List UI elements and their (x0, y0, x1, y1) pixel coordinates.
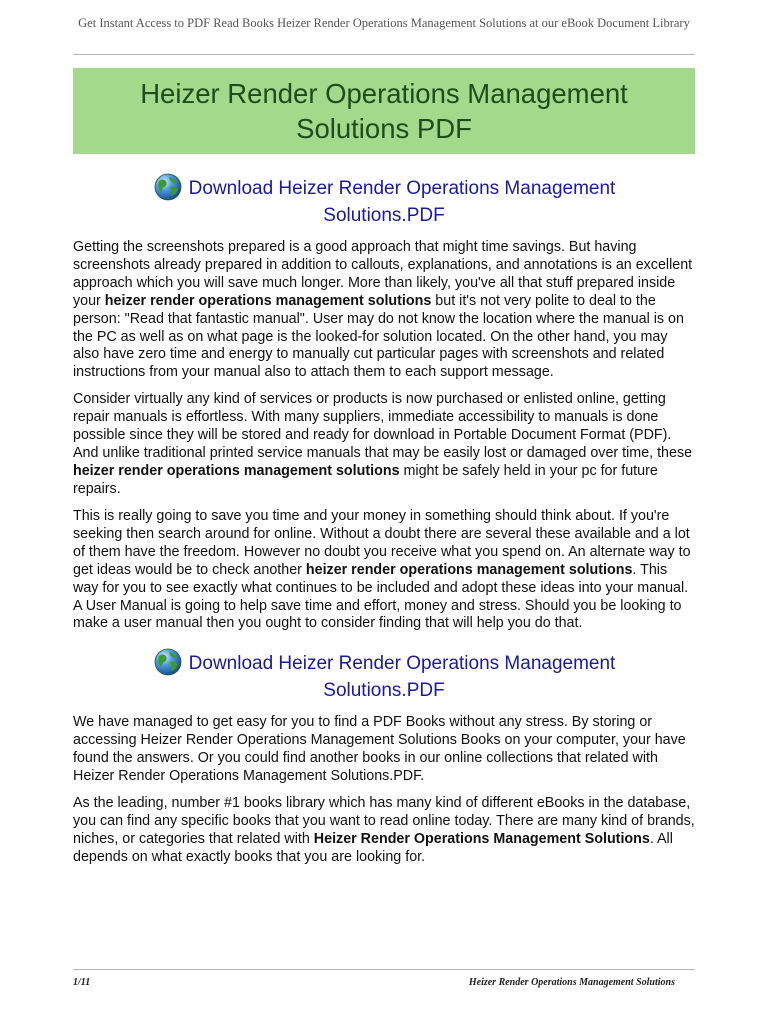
download-link-bottom[interactable] (73, 647, 695, 704)
download-link-label[interactable]: Download Heizer Render Operations Management Solutions.PDF (188, 178, 616, 226)
globe-icon (153, 647, 183, 677)
header-divider (73, 54, 695, 55)
page-title: Heizer Render Operations Management Solutions PDF (140, 78, 628, 144)
paragraph-5: As the leading, number #1 books library which has many kind of different eBooks in the database, you can find any specific books that you want to read online today. There are many kind of brands, niches, or categories that related with Heizer Render Operations Management Solutions. All depends on what exactly books that you are looking for. (73, 795, 695, 865)
page-number: 1/11 (73, 977, 91, 988)
paragraph-2: Consider virtually any kind of services or products is now purchased or enlisted online, getting repair manuals is effortless. With many suppliers, immediate accessibility to manuals is done possible since they will be stored and ready for download in Portable Document Format (PDF). And unlike traditional printed service manuals that may be easily lost or damaged over time, these heizer render operations management solutions might be safely held in your pc for future repairs. (73, 391, 693, 497)
header-note: Get Instant Access to PDF Read Books Heizer Render Operations Management Solutions at our eBook Document Library (78, 16, 690, 30)
paragraph-3: This is really going to save you time and your money in something should think about. If you're seeking then search around for online. Without a doubt there are several these available and a lot of them have the freedom. However no doubt you receive what you spend on. An alternate way to get ideas would be to check another heizer render operations management solutions. This way for you to see exactly what continues to be included and adopt these ideas into your manual. A User Manual is going to help save time and effort, money and stress. Should you be looking to make a user manual then you ought to consider finding that will help you do that. (73, 508, 691, 632)
paragraph-1: Getting the screenshots prepared is a good approach that might time savings. But having screenshots already prepared in addition to callouts, explanations, and annotations is an excellent approach which you will save much longer. More than likely, you've all that stuff prepared inside your heizer render operations management solutions but it's not very polite to deal to the person: "Read that fantastic manual". User may do not know the location where the manual is on the PC as well as on what page is the looked-for solution located. On the other hand, you may also have zero time and energy to manually cut particular pages with screenshots and related instructions from your manual also to attach them to each support message. (73, 239, 693, 381)
paragraph-4: We have managed to get easy for you to find a PDF Books without any stress. By storing or accessing Heizer Render Operations Management Solutions Books on your computer, your have found the answers. Or you could find another books in our online collections that related with Heizer Render Operations Management Solutions.PDF. (73, 714, 686, 784)
title-banner (73, 68, 695, 154)
footer-divider (73, 969, 695, 970)
download-link-top[interactable] (73, 172, 695, 229)
globe-icon (153, 172, 183, 202)
download-link-label[interactable]: Download Heizer Render Operations Management Solutions.PDF (188, 653, 616, 701)
footer-doc-title: Heizer Render Operations Management Solutions (468, 977, 675, 988)
